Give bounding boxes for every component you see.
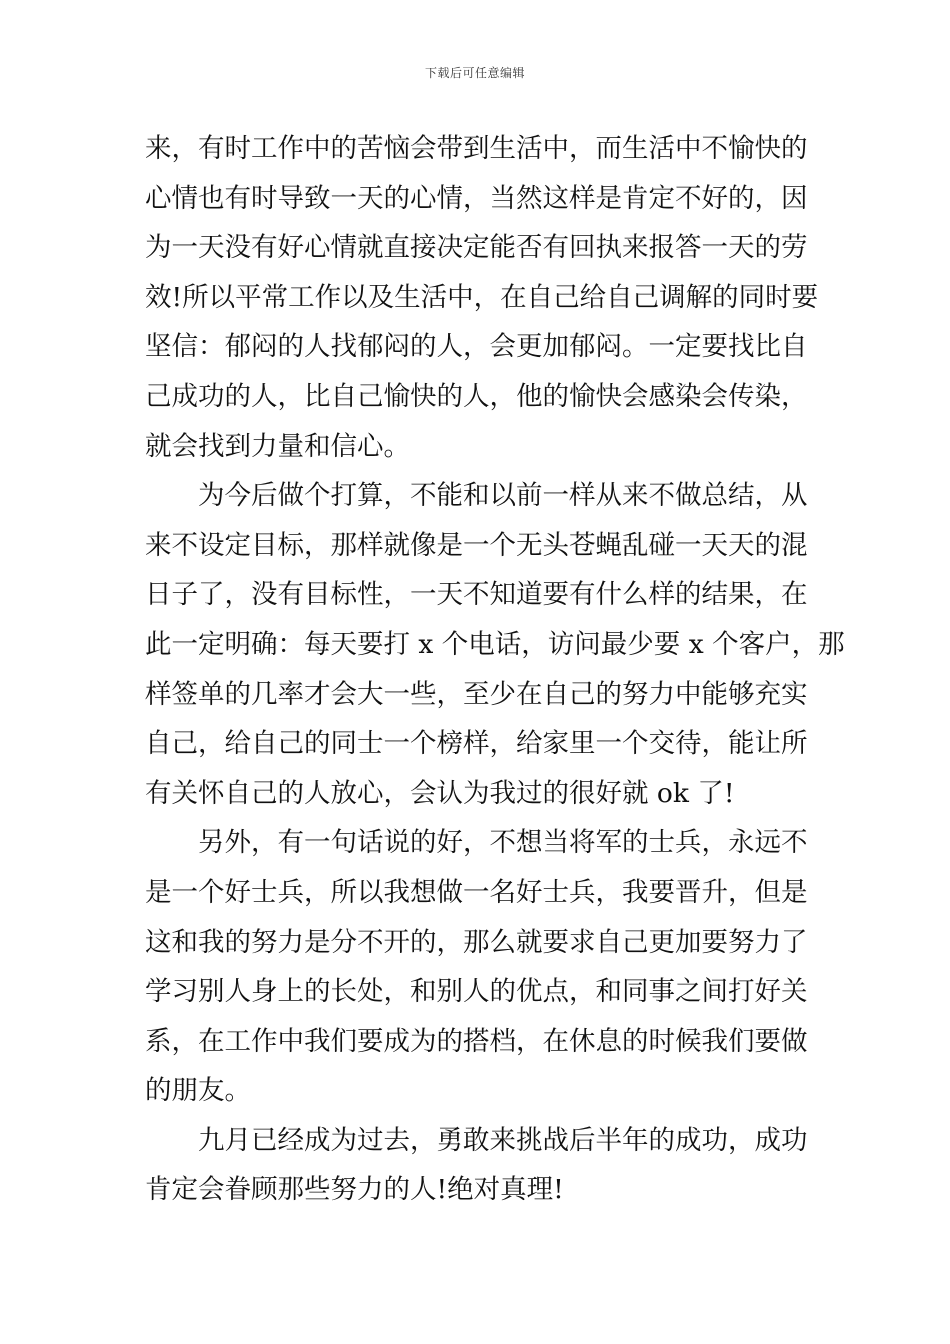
text-line: 己成功的人，比自己愉快的人，他的愉快会感染会传染，	[145, 380, 808, 412]
text-line: 坚信：郁闷的人找郁闷的人，会更加郁闷。一定要找比自	[145, 331, 808, 363]
page-header: 下载后可任意编辑	[424, 66, 525, 80]
text-line: 的朋友。	[145, 1075, 251, 1107]
text-line: 心情也有时导致一天的心情，当然这样是肯定不好的，因	[145, 182, 808, 214]
text-line: 有关怀自己的人放心，会认为我过的很好就 ok 了!	[145, 777, 735, 809]
paragraph	[145, 471, 845, 818]
text-line: 学习别人身上的长处，和别人的优点，和同事之间打好关	[145, 976, 808, 1008]
text-line: 来，有时工作中的苦恼会带到生活中，而生活中不愉快的	[145, 133, 808, 164]
text-line: 此一定明确：每天要打 x 个电话，访问最少要 x 个客户，那	[145, 628, 845, 660]
paragraph	[145, 1116, 807, 1215]
paragraph	[145, 124, 819, 471]
text-line: 为一天没有好心情就直接决定能否有回执来报答一天的劳	[145, 232, 808, 264]
text-line: 九月已经成为过去，勇敢来挑战后半年的成功，成功	[198, 1124, 808, 1156]
text-line: 肯定会眷顾那些努力的人!绝对真理!	[145, 1174, 564, 1206]
text-line: 日子了，没有目标性，一天不知道要有什么样的结果，在	[145, 579, 808, 611]
paragraph	[145, 818, 807, 1116]
document-body	[145, 124, 845, 1215]
text-line: 系，在工作中我们要成为的搭档，在休息的时候我们要做	[145, 1025, 808, 1057]
text-line: 为今后做个打算，不能和以前一样从来不做总结，从	[198, 480, 808, 512]
text-line: 是一个好士兵，所以我想做一名好士兵，我要晋升，但是	[145, 876, 808, 908]
text-line: 另外，有一句话说的好，不想当将军的士兵，永远不	[198, 827, 808, 859]
text-line: 效!所以平常工作以及生活中，在自己给自己调解的同时要	[145, 281, 819, 313]
text-line: 样签单的几率才会大一些，至少在自己的努力中能够充实	[145, 678, 808, 710]
text-line: 自己，给自己的同士一个榜样，给家里一个交待，能让所	[145, 728, 808, 760]
text-line: 来不设定目标，那样就像是一个无头苍蝇乱碰一天天的混	[145, 529, 808, 561]
text-line: 这和我的努力是分不开的，那么就要求自己更加要努力了	[145, 926, 808, 958]
text-line: 就会找到力量和信心。	[145, 430, 410, 462]
